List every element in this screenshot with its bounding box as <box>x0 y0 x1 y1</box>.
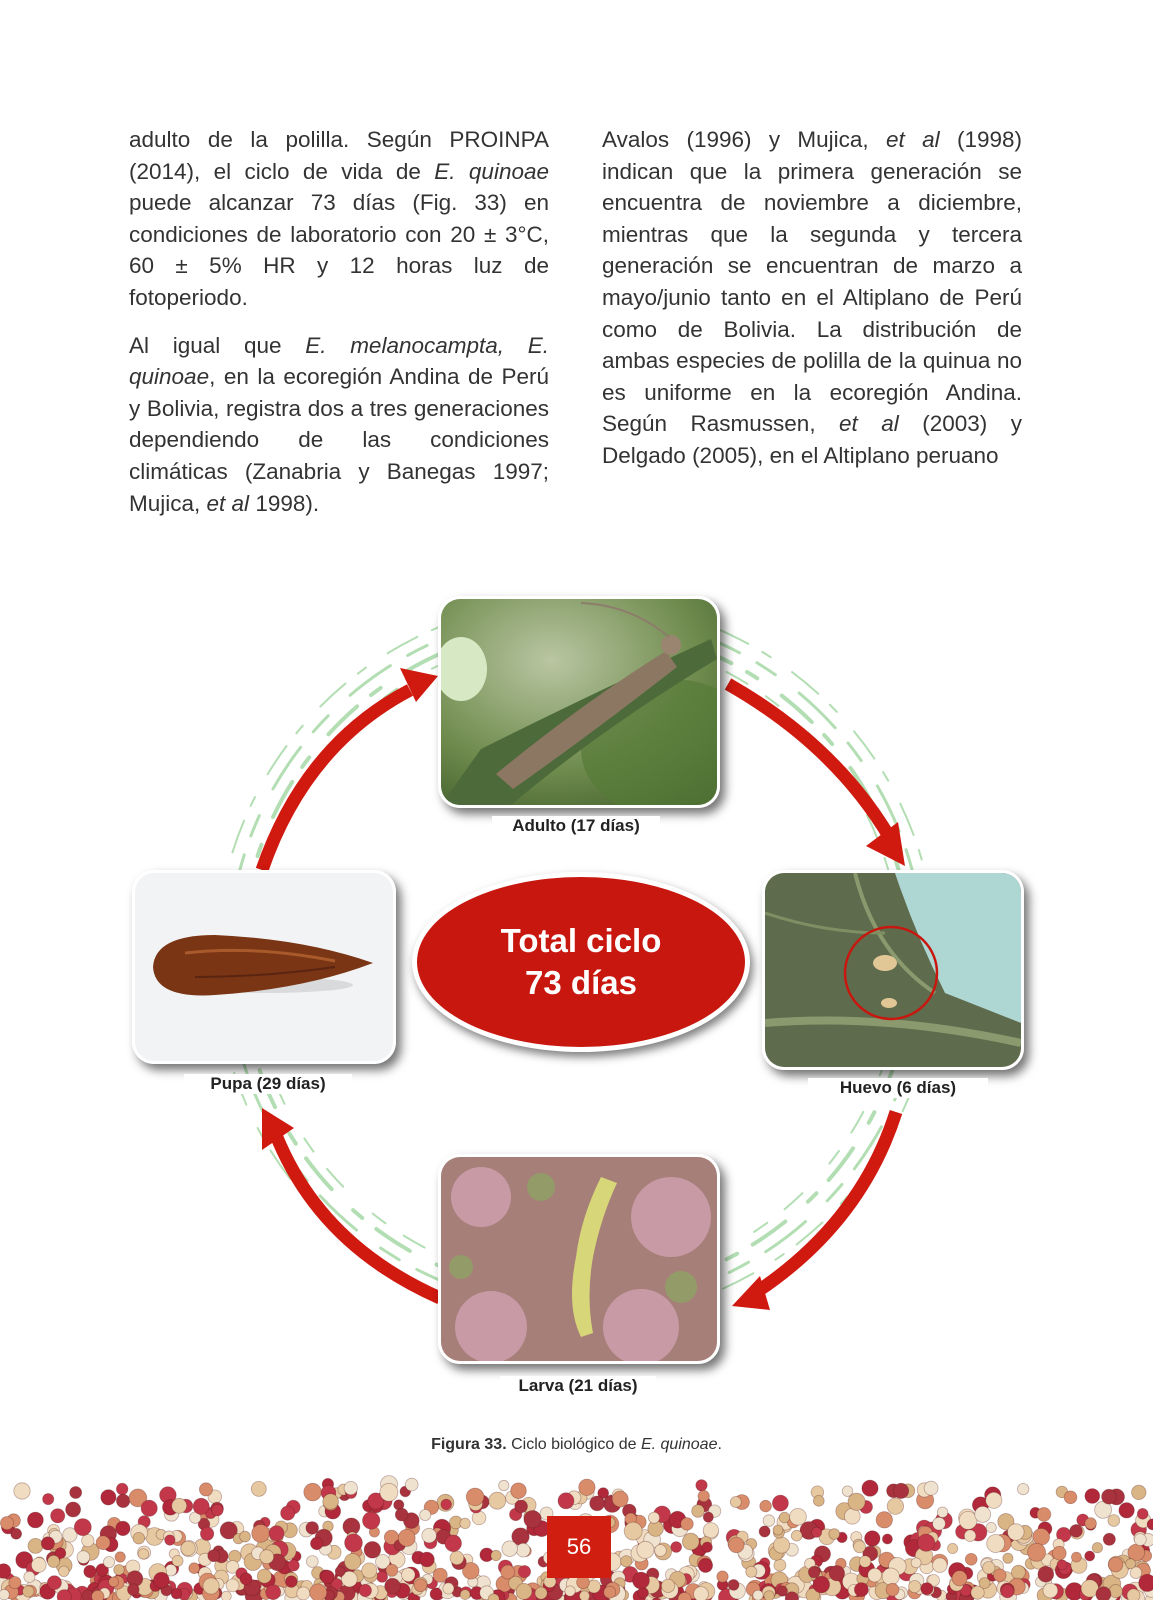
grain <box>1043 1583 1058 1598</box>
grain <box>1008 1524 1025 1541</box>
grain <box>983 1562 995 1574</box>
grain <box>335 1566 345 1576</box>
grain <box>918 1534 935 1551</box>
grain <box>516 1583 532 1599</box>
grain <box>865 1531 880 1546</box>
grain <box>844 1508 860 1524</box>
grain <box>491 1550 501 1560</box>
grain <box>671 1542 682 1553</box>
grain <box>402 1568 416 1582</box>
grain <box>887 1498 903 1514</box>
grain <box>854 1541 866 1553</box>
larva-photo <box>438 1154 720 1364</box>
grain <box>717 1571 728 1582</box>
grain <box>286 1576 298 1588</box>
grain <box>829 1529 840 1540</box>
paragraph: Al igual que E. melanocampta, E. quinoae, en la ecoregión Andina de Perú y Bolivia, registra dos a tres generaciones dependiendo de las condiciones climáticas (Zanabria y Banegas 1997; Mujica, et al 1998). <box>129 332 549 516</box>
grain <box>924 1481 938 1495</box>
grain <box>979 1578 990 1589</box>
total-cycle-line2: 73 días <box>525 964 637 1001</box>
grain <box>859 1556 871 1568</box>
total-cycle-line1: Total ciclo <box>500 922 662 959</box>
grain <box>774 1559 786 1571</box>
grain <box>66 1502 81 1517</box>
grain <box>1070 1525 1083 1538</box>
grain <box>994 1569 1007 1582</box>
grain <box>1127 1589 1140 1600</box>
grain <box>240 1531 251 1542</box>
grain <box>952 1571 967 1586</box>
grain <box>624 1522 642 1540</box>
grain <box>31 1558 46 1573</box>
grain <box>854 1583 868 1597</box>
grain <box>1134 1534 1146 1546</box>
grain <box>1028 1543 1046 1561</box>
grain <box>933 1558 948 1573</box>
grain <box>1018 1483 1029 1494</box>
grain <box>986 1522 996 1532</box>
grain <box>1102 1489 1117 1504</box>
grain <box>516 1543 530 1557</box>
grain <box>1119 1503 1134 1518</box>
grain <box>637 1541 654 1558</box>
grain <box>812 1527 822 1537</box>
grain <box>405 1478 418 1491</box>
grain <box>48 1555 60 1567</box>
grain <box>1052 1546 1066 1560</box>
grain <box>894 1483 909 1498</box>
grain <box>398 1529 415 1546</box>
grain <box>612 1491 628 1507</box>
grain <box>489 1492 506 1509</box>
grain <box>92 1590 104 1600</box>
grain <box>77 1551 90 1564</box>
grain <box>385 1578 401 1594</box>
grain <box>443 1583 454 1594</box>
grain <box>321 1570 335 1584</box>
grain <box>433 1568 447 1582</box>
grain <box>777 1586 787 1596</box>
grain <box>260 1550 274 1564</box>
grain <box>101 1490 116 1505</box>
grain <box>779 1512 790 1523</box>
grain <box>1085 1518 1097 1530</box>
grain <box>1103 1533 1115 1545</box>
grain <box>702 1542 712 1552</box>
caption-label: Figura 33. <box>431 1436 507 1453</box>
grain <box>138 1549 149 1560</box>
grain <box>11 1528 22 1539</box>
pupa-photo <box>132 870 396 1064</box>
grain <box>579 1479 595 1495</box>
grain <box>1096 1587 1111 1600</box>
grain <box>199 1483 212 1496</box>
grain <box>114 1565 125 1576</box>
grain <box>698 1558 712 1572</box>
grain <box>760 1500 772 1512</box>
grain <box>808 1566 820 1578</box>
grain <box>813 1576 830 1593</box>
grain <box>986 1492 1002 1508</box>
grain <box>430 1588 442 1600</box>
grain <box>203 1578 219 1594</box>
caption-text: Ciclo biológico de <box>511 1436 637 1453</box>
grain <box>753 1590 763 1600</box>
grain <box>648 1512 659 1523</box>
grain <box>116 1494 129 1507</box>
grain <box>1085 1489 1100 1504</box>
grain <box>1003 1553 1013 1563</box>
grain <box>862 1480 878 1496</box>
grain <box>28 1512 44 1528</box>
grain <box>964 1530 976 1542</box>
grain <box>773 1537 789 1553</box>
grain <box>501 1565 515 1579</box>
grain <box>24 1571 35 1582</box>
grain <box>882 1534 892 1544</box>
grain <box>362 1563 377 1578</box>
grain <box>848 1493 865 1510</box>
grain <box>59 1566 70 1577</box>
paragraph: adulto de la polilla. Según PROINPA (2014), el ciclo de vida de E. quinoae puede alcanzar 73 días (Fig. 33) en condiciones de laboratorio con 20 ± 3°C, 60 ± 5% HR y 12 horas luz de fotoperiodo. <box>129 127 549 310</box>
grain <box>518 1566 530 1578</box>
grain <box>115 1552 125 1562</box>
grain <box>128 1584 140 1596</box>
grain <box>269 1526 284 1541</box>
grain <box>661 1579 674 1592</box>
grain <box>703 1523 718 1538</box>
grain <box>0 1564 11 1579</box>
grain <box>515 1500 528 1513</box>
grain <box>281 1506 295 1520</box>
grain <box>791 1530 802 1541</box>
arrow-pupa-to-adult <box>262 690 410 870</box>
grain <box>868 1568 882 1582</box>
grain <box>359 1584 371 1596</box>
grain <box>948 1543 958 1553</box>
paragraph: Avalos (1996) y Mujica, et al (1998) indican que la primera generación se encuentra de noviembre a diciembre, mientras que la segunda y tercera generación se encuentran de marzo a mayo/junio tanto en el Altiplano de Perú como de Bolivia. La distribución de ambas especies de polilla de la quinua no es uniforme en la ecoregión Andina. Según Rasmussen, et al (2003) y Delgado (2005), en el Altiplano peruano <box>602 127 1022 468</box>
grain <box>886 1583 899 1596</box>
grain <box>386 1564 398 1576</box>
grain <box>363 1512 380 1529</box>
grain <box>987 1535 1005 1553</box>
grain <box>226 1579 239 1592</box>
stage-label-pupa: Pupa (29 días) <box>184 1074 352 1094</box>
grain <box>212 1504 224 1516</box>
grain <box>1071 1552 1081 1562</box>
grain <box>165 1535 175 1545</box>
grain <box>323 1494 339 1510</box>
adult-moth-photo <box>438 596 720 808</box>
grain <box>450 1551 464 1565</box>
grain <box>109 1577 119 1587</box>
grain <box>502 1541 518 1557</box>
grain <box>829 1566 844 1581</box>
grain <box>445 1535 462 1552</box>
grain <box>344 1554 360 1570</box>
grain <box>763 1515 775 1527</box>
grain <box>74 1519 91 1536</box>
grain <box>84 1565 96 1577</box>
grain <box>730 1497 741 1508</box>
grain <box>1109 1585 1122 1598</box>
grain <box>590 1496 605 1511</box>
grain <box>306 1522 319 1535</box>
grain <box>790 1508 807 1525</box>
grain <box>728 1580 739 1591</box>
grain <box>909 1581 921 1593</box>
grain <box>251 1481 266 1496</box>
grain <box>655 1545 667 1557</box>
grain <box>172 1498 187 1513</box>
grain <box>181 1541 196 1556</box>
grain <box>1037 1508 1051 1522</box>
grain <box>460 1518 470 1528</box>
grain <box>1001 1585 1014 1598</box>
stage-label-adulto: Adulto (17 días) <box>492 816 660 836</box>
grain <box>395 1508 408 1521</box>
grain <box>933 1517 946 1530</box>
grain <box>0 1589 9 1600</box>
grain <box>813 1495 824 1506</box>
grain <box>380 1483 398 1501</box>
grain <box>621 1556 632 1567</box>
grain <box>344 1481 357 1494</box>
grain <box>306 1556 318 1568</box>
grain <box>579 1591 589 1600</box>
grain <box>1011 1565 1025 1579</box>
grain <box>172 1555 183 1566</box>
grain <box>288 1560 299 1571</box>
grain <box>221 1591 231 1600</box>
grain <box>116 1521 130 1535</box>
arrow-adult-to-egg <box>728 684 890 838</box>
grain <box>141 1500 157 1516</box>
grain <box>773 1525 783 1535</box>
grain <box>51 1509 65 1523</box>
grain <box>28 1538 43 1553</box>
grain <box>103 1557 114 1568</box>
grain <box>729 1537 745 1553</box>
grain <box>420 1509 431 1520</box>
grain <box>297 1587 310 1600</box>
grain <box>1137 1508 1148 1519</box>
grain <box>694 1587 709 1600</box>
grain <box>23 1586 34 1597</box>
grain <box>200 1527 213 1540</box>
grain <box>499 1480 509 1490</box>
grain <box>377 1571 388 1582</box>
grain <box>240 1573 252 1585</box>
page-number: 56 <box>547 1516 611 1578</box>
grain <box>1057 1560 1067 1570</box>
grain <box>422 1528 437 1543</box>
grain <box>1064 1491 1077 1504</box>
grain <box>345 1534 363 1552</box>
grain <box>511 1483 527 1499</box>
grain <box>414 1579 427 1592</box>
grain <box>70 1487 82 1499</box>
grain <box>696 1480 707 1491</box>
grain <box>764 1591 774 1600</box>
grain <box>882 1568 899 1585</box>
figure-caption: Figura 33. Ciclo biológico de E. quinoae. <box>431 1436 722 1453</box>
grain <box>257 1569 271 1583</box>
grain <box>703 1512 713 1522</box>
grain <box>466 1488 484 1506</box>
total-cycle-badge <box>412 872 750 1052</box>
grain <box>460 1590 470 1600</box>
grain <box>420 1552 435 1567</box>
grain <box>1108 1557 1123 1572</box>
grain <box>535 1587 547 1599</box>
grain <box>558 1493 574 1509</box>
caption-species: E. quinoae <box>640 1436 718 1453</box>
grain <box>772 1495 788 1511</box>
grain <box>1132 1485 1146 1499</box>
grain <box>310 1584 327 1600</box>
grain <box>266 1585 281 1600</box>
grain <box>698 1490 709 1501</box>
grain <box>41 1537 54 1550</box>
grain <box>189 1563 200 1574</box>
stage-label-larva: Larva (21 días) <box>500 1376 656 1396</box>
grain <box>9 1577 21 1589</box>
grain <box>876 1512 892 1528</box>
grain <box>0 1517 13 1530</box>
grain <box>692 1505 705 1518</box>
grain <box>208 1550 220 1562</box>
grain <box>524 1511 541 1528</box>
grain <box>193 1498 209 1514</box>
grain <box>975 1506 991 1522</box>
grain <box>82 1534 94 1546</box>
grain <box>681 1518 694 1531</box>
grain <box>304 1483 322 1501</box>
grain <box>633 1572 650 1589</box>
grain <box>47 1576 61 1590</box>
grain <box>921 1583 933 1595</box>
grain <box>171 1588 182 1599</box>
grain <box>1092 1543 1102 1553</box>
grain <box>441 1499 452 1510</box>
grain <box>965 1553 977 1565</box>
grain <box>759 1526 770 1537</box>
grain <box>1085 1551 1095 1561</box>
grain <box>1126 1559 1136 1569</box>
grain <box>96 1536 110 1550</box>
grain <box>43 1494 54 1505</box>
stage-label-huevo: Huevo (6 días) <box>808 1078 988 1098</box>
grain <box>252 1525 270 1543</box>
grain <box>604 1586 616 1598</box>
grain <box>911 1558 921 1568</box>
grain <box>746 1566 757 1577</box>
grain <box>14 1483 30 1499</box>
grain <box>311 1537 323 1549</box>
grain <box>682 1533 699 1550</box>
grain <box>1038 1566 1054 1582</box>
grain <box>133 1532 145 1544</box>
grain <box>1108 1515 1120 1527</box>
grain <box>154 1572 170 1588</box>
grain <box>1139 1574 1153 1591</box>
grain <box>1033 1528 1050 1545</box>
grain <box>937 1507 948 1518</box>
grain <box>565 1586 575 1596</box>
egg-photo <box>762 870 1024 1070</box>
grain <box>116 1483 128 1495</box>
grain <box>57 1590 71 1600</box>
